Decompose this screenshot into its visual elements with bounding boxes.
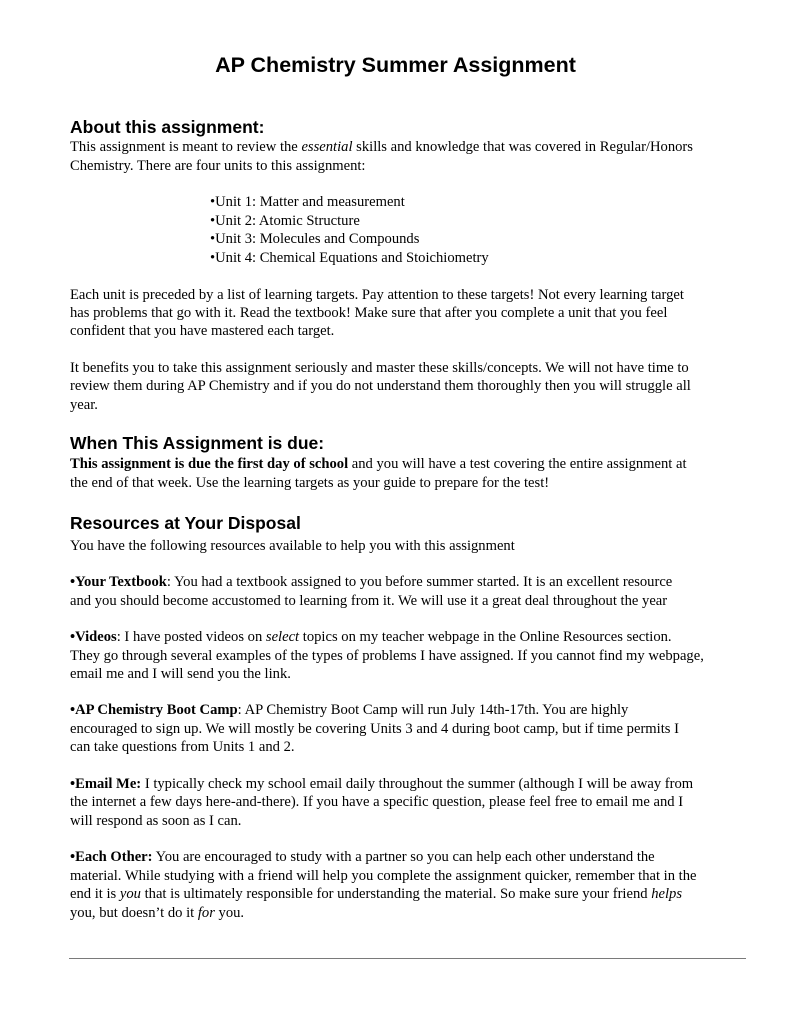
due-line-2: the end of that week. Use the learning targets as your guide to prepare for the test! bbox=[70, 475, 550, 491]
emphasis-you: you bbox=[119, 886, 141, 902]
targets-paragraph-line-3: confident that you have mastered each target. bbox=[70, 323, 335, 339]
textbook-label: •Your Textbook bbox=[70, 574, 167, 590]
text-span: : I have posted videos on bbox=[116, 629, 266, 645]
text-span: You are encouraged to study with a partner so you can help each other understand the bbox=[152, 849, 655, 865]
bootcamp-line-3: can take questions from Units 1 and 2. bbox=[70, 739, 295, 755]
page-title: AP Chemistry Summer Assignment bbox=[215, 53, 576, 77]
bootcamp-label: •AP Chemistry Boot Camp bbox=[70, 702, 238, 718]
each-other-label: •Each Other: bbox=[70, 849, 153, 865]
about-intro-line-2: Chemistry. There are four units to this assignment: bbox=[70, 158, 366, 174]
bootcamp-line-2: encouraged to sign up. We will mostly be covering Units 3 and 4 during boot camp, but if time permits I bbox=[70, 721, 679, 737]
targets-paragraph-line-1: Each unit is preceded by a list of learning targets. Pay attention to these targets! Not every learning target bbox=[70, 287, 684, 303]
bootcamp-line-1 bbox=[70, 701, 628, 720]
resources-intro: You have the following resources available to help you with this assignment bbox=[70, 538, 515, 554]
benefit-paragraph-line-2: review them during AP Chemistry and if you do not understand them thoroughly then you will struggle all bbox=[70, 378, 691, 394]
emphasis-select: select bbox=[265, 629, 300, 645]
text-span: that is ultimately responsible for understanding the material. So make sure your friend bbox=[140, 886, 652, 902]
due-date-bold: This assignment is due the first day of school bbox=[70, 456, 349, 472]
targets-paragraph-line-2: has problems that go with it. Read the textbook! Make sure that after you complete a unit that you feel bbox=[70, 305, 668, 321]
email-label: •Email Me: bbox=[70, 776, 142, 792]
text-span: end it is bbox=[70, 886, 120, 902]
each-other-line-3 bbox=[70, 885, 682, 904]
unit-list-item-4: •Unit 4: Chemical Equations and Stoichiometry bbox=[210, 250, 489, 266]
text-span: and you will have a test covering the entire assignment at bbox=[348, 456, 687, 472]
due-heading: When This Assignment is due: bbox=[70, 433, 325, 453]
emphasis-helps: helps bbox=[651, 886, 683, 902]
resources-heading: Resources at Your Disposal bbox=[70, 513, 301, 533]
videos-line-3: email me and I will send you the link. bbox=[70, 666, 291, 682]
text-span: you. bbox=[214, 905, 245, 921]
videos-line-1 bbox=[70, 628, 672, 647]
unit-list-item-3: •Unit 3: Molecules and Compounds bbox=[210, 231, 420, 247]
email-line-3: will respond as soon as I can. bbox=[70, 813, 242, 829]
text-span: : You had a textbook assigned to you before summer started. It is an excellent resource bbox=[166, 574, 673, 590]
text-span: This assignment is meant to review the bbox=[70, 139, 302, 155]
videos-line-2: They go through several examples of the types of problems I have assigned. If you cannot find my webpage, bbox=[70, 648, 704, 664]
unit-list-item-1: •Unit 1: Matter and measurement bbox=[210, 194, 405, 210]
text-span: skills and knowledge that was covered in Regular/Honors bbox=[352, 139, 693, 155]
textbook-line-1 bbox=[70, 573, 672, 592]
each-other-line-1 bbox=[70, 848, 655, 867]
text-span: I typically check my school email daily throughout the summer (although I will be away from bbox=[141, 776, 694, 792]
email-line-2: the internet a few days here-and-there). If you have a specific question, please feel free to email me and I bbox=[70, 794, 684, 810]
unit-list-item-2: •Unit 2: Atomic Structure bbox=[210, 213, 360, 229]
benefit-paragraph-line-3: year. bbox=[70, 397, 98, 413]
due-line-1 bbox=[70, 455, 687, 474]
text-span: topics on my teacher webpage in the Online Resources section. bbox=[299, 629, 672, 645]
about-intro-line-1 bbox=[70, 138, 693, 157]
textbook-line-2: and you should become accustomed to learning from it. We will use it a great deal throughout the year bbox=[70, 593, 668, 609]
emphasis-essential: essential bbox=[301, 139, 353, 155]
about-heading: About this assignment: bbox=[70, 117, 265, 137]
text-span: you, but doesn’t do it bbox=[70, 905, 198, 921]
benefit-paragraph-line-1: It benefits you to take this assignment seriously and master these skills/concepts. We will not have time to bbox=[70, 360, 689, 376]
emphasis-for: for bbox=[197, 905, 215, 921]
each-other-line-2: material. While studying with a friend will help you complete the assignment quicker, remember that in the bbox=[70, 868, 697, 884]
videos-label: •Videos bbox=[70, 629, 117, 645]
footer-divider bbox=[69, 958, 746, 959]
email-line-1 bbox=[70, 775, 693, 794]
each-other-line-4 bbox=[70, 904, 244, 923]
text-span: : AP Chemistry Boot Camp will run July 14th-17th. You are highly bbox=[237, 702, 629, 718]
